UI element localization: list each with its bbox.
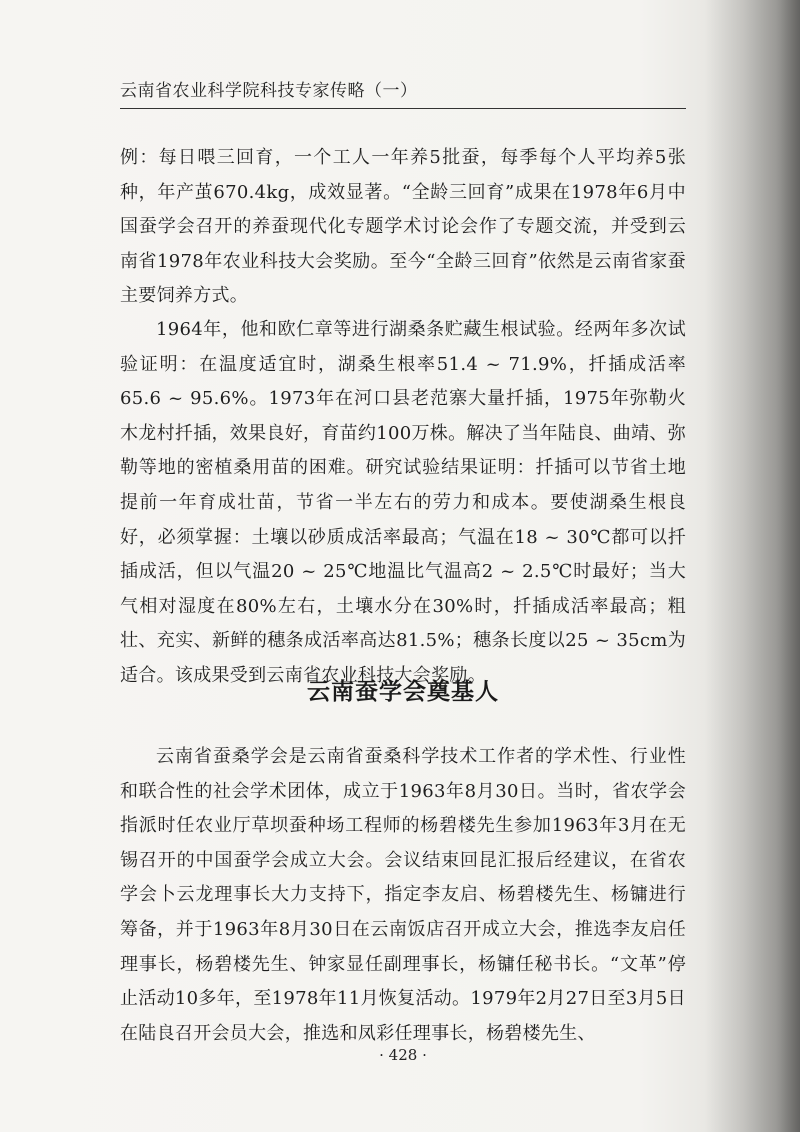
paragraph-text: 云南省蚕桑学会是云南省蚕桑科学技术工作者的学术性、行业性和联合性的社会学术团体，成立于1963年8月30日。当时，省农学会指派时任农业厅草坝蚕种场工程师的杨碧楼先生参加1963年3月在无锡召开的中国蚕学会成立大会。会议结束回昆汇报后经建议，在省农学会卜云龙理事长大力支持下，指定李友启、杨碧楼先生、杨镛进行筹备，并于1963年8月30日在云南饭店召开成立大会，推选李友启任理事长，杨碧楼先生、钟家显任副理事长，杨镛任秘书长。“文革”停止活动10多年，至1978年11月恢复活动。1979年2月27日至3月5日在陆良召开会员大会，推选和凤彩任理事长，杨碧楼先生、 — [120, 746, 686, 1044]
section-heading: 云南蚕学会奠基人 — [307, 679, 499, 705]
paragraph-text: 1964年，他和欧仁章等进行湖桑条贮藏生根试验。经两年多次试验证明：在温度适宜时，湖桑生根率51.4 ~ 71.9%，扦插成活率65.6 ~ 95.6%。1973年在河口县老范寨大量扦插，1975年弥勒火木龙村扦插，效果良好，育苗约100万株。解决了当年陆良、曲靖、弥勒等地的密植桑用苗的困难。研究试验结果证明：扦插可以节省土地提前一年育成壮苗，节省一半左右的劳力和成本。要使湖桑生根良好，必须掌握：土壤以砂质成活率最高；气温在18 ~ 30℃都可以扦插成活，但以气温20 ~ 25℃地温比气温高2 ~ 2.5℃时最好；当大气相对湿度在80%左右，土壤水分在30%时，扦插成活率最高；粗壮、充实、新鲜的穗条成活率高达81.5%；穗条长度以25 ~ 35cm为适合。该成果受到云南省农业科技大会奖励。 — [120, 319, 686, 686]
paragraph-continuation — [120, 141, 686, 314]
paragraph-sericulture-society — [120, 740, 686, 1051]
running-header: 云南省农业科学院科技专家传略（一） — [120, 81, 418, 101]
header-rule — [120, 108, 686, 109]
book-spine-shadow — [706, 0, 800, 1132]
paragraph-mulberry-cutting — [120, 313, 686, 694]
page-number: · 428 · — [379, 1046, 427, 1064]
paragraph-text: 例：每日喂三回育，一个工人一年养5批蚕，每季每个人平均养5张种，年产茧670.4kg，成效显著。“全龄三回育”成果在1978年6月中国蚕学会召开的养蚕现代化专题学术讨论会作了专题交流，并受到云南省1978年农业科技大会奖励。至今“全龄三回育”依然是云南省家蚕主要饲养方式。 — [120, 147, 686, 307]
